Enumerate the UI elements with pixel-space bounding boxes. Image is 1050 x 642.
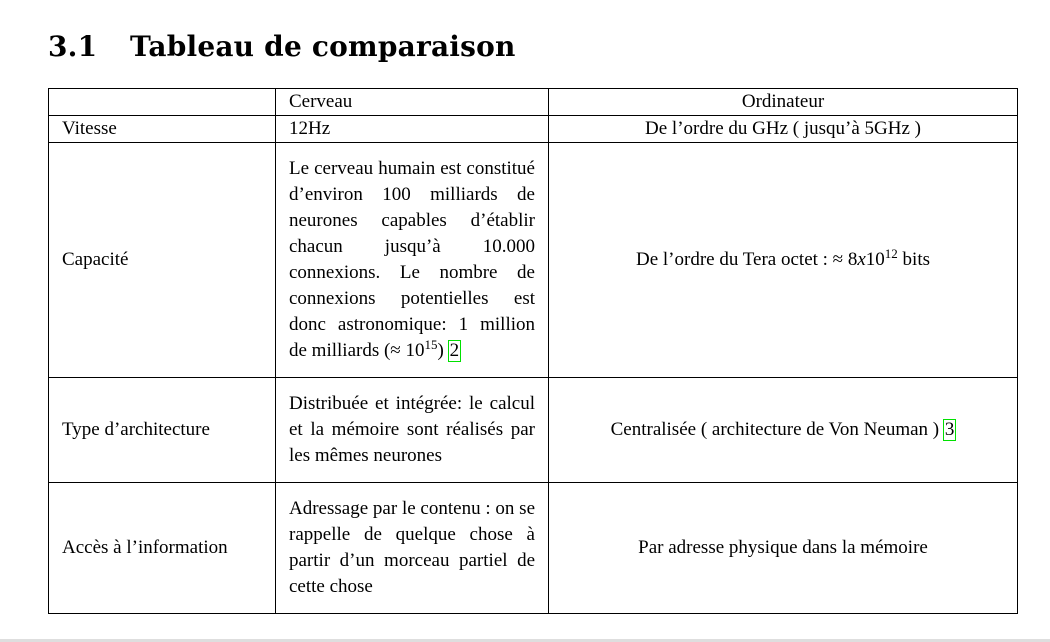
section-number: 3.1 — [48, 30, 98, 63]
row-label-access: Accès à l’information — [49, 483, 276, 614]
citation-link-3[interactable]: 3 — [944, 419, 955, 440]
cell-computer-capacity — [549, 143, 1018, 378]
math-variable-x: x — [857, 249, 866, 270]
cell-brain-capacity-text: Le cerveau humain est constitué d’environ 100 milliards de neurones capables d’établir chacun jusqu’à 10.000 connexions. Le nombre de connexions potentielles est donc astronomique: 1 million de milliards (≈ 10 — [289, 158, 535, 361]
table-row — [49, 378, 1018, 483]
citation-link-2[interactable]: 2 — [449, 340, 460, 361]
table-row — [49, 143, 1018, 378]
cell-computer-speed: De l’ordre du GHz ( jusqu’à 5GHz ) — [549, 116, 1018, 143]
cell-brain-capacity — [276, 143, 549, 378]
exponent-12: 12 — [884, 246, 898, 261]
cell-brain-architecture: Distribuée et intégrée: le calcul et la mémoire sont réalisés par les mêmes neurones — [276, 378, 549, 483]
section-heading — [48, 30, 516, 63]
math-base-10: 10 — [865, 249, 885, 270]
cell-computer-capacity-text: De l’ordre du Tera octet : ≈ 8 — [636, 249, 858, 270]
header-cell-computer: Ordinateur — [549, 89, 1018, 116]
header-cell-empty — [49, 89, 276, 116]
cell-computer-architecture-text: Centralisée ( architecture de Von Neuman ) — [610, 419, 940, 440]
exponent-15: 15 — [424, 337, 438, 352]
table-row — [49, 116, 1018, 143]
table-header-row — [49, 89, 1018, 116]
cell-computer-capacity-unit: bits — [897, 249, 930, 270]
row-label-architecture: Type d’architecture — [49, 378, 276, 483]
table-row — [49, 483, 1018, 614]
row-label-capacity: Capacité — [49, 143, 276, 378]
cell-computer-architecture — [549, 378, 1018, 483]
section-title: Tableau de comparaison — [130, 30, 516, 63]
row-label-speed: Vitesse — [49, 116, 276, 143]
cell-brain-access: Adressage par le contenu : on se rappelle de quelque chose à partir d’un morceau partiel de cette chose — [276, 483, 549, 614]
comparison-table — [48, 88, 1018, 614]
cell-brain-speed: 12Hz — [276, 116, 549, 143]
cell-computer-access: Par adresse physique dans la mémoire — [549, 483, 1018, 614]
header-cell-brain: Cerveau — [276, 89, 549, 116]
cell-brain-capacity-close: ) — [437, 340, 444, 361]
